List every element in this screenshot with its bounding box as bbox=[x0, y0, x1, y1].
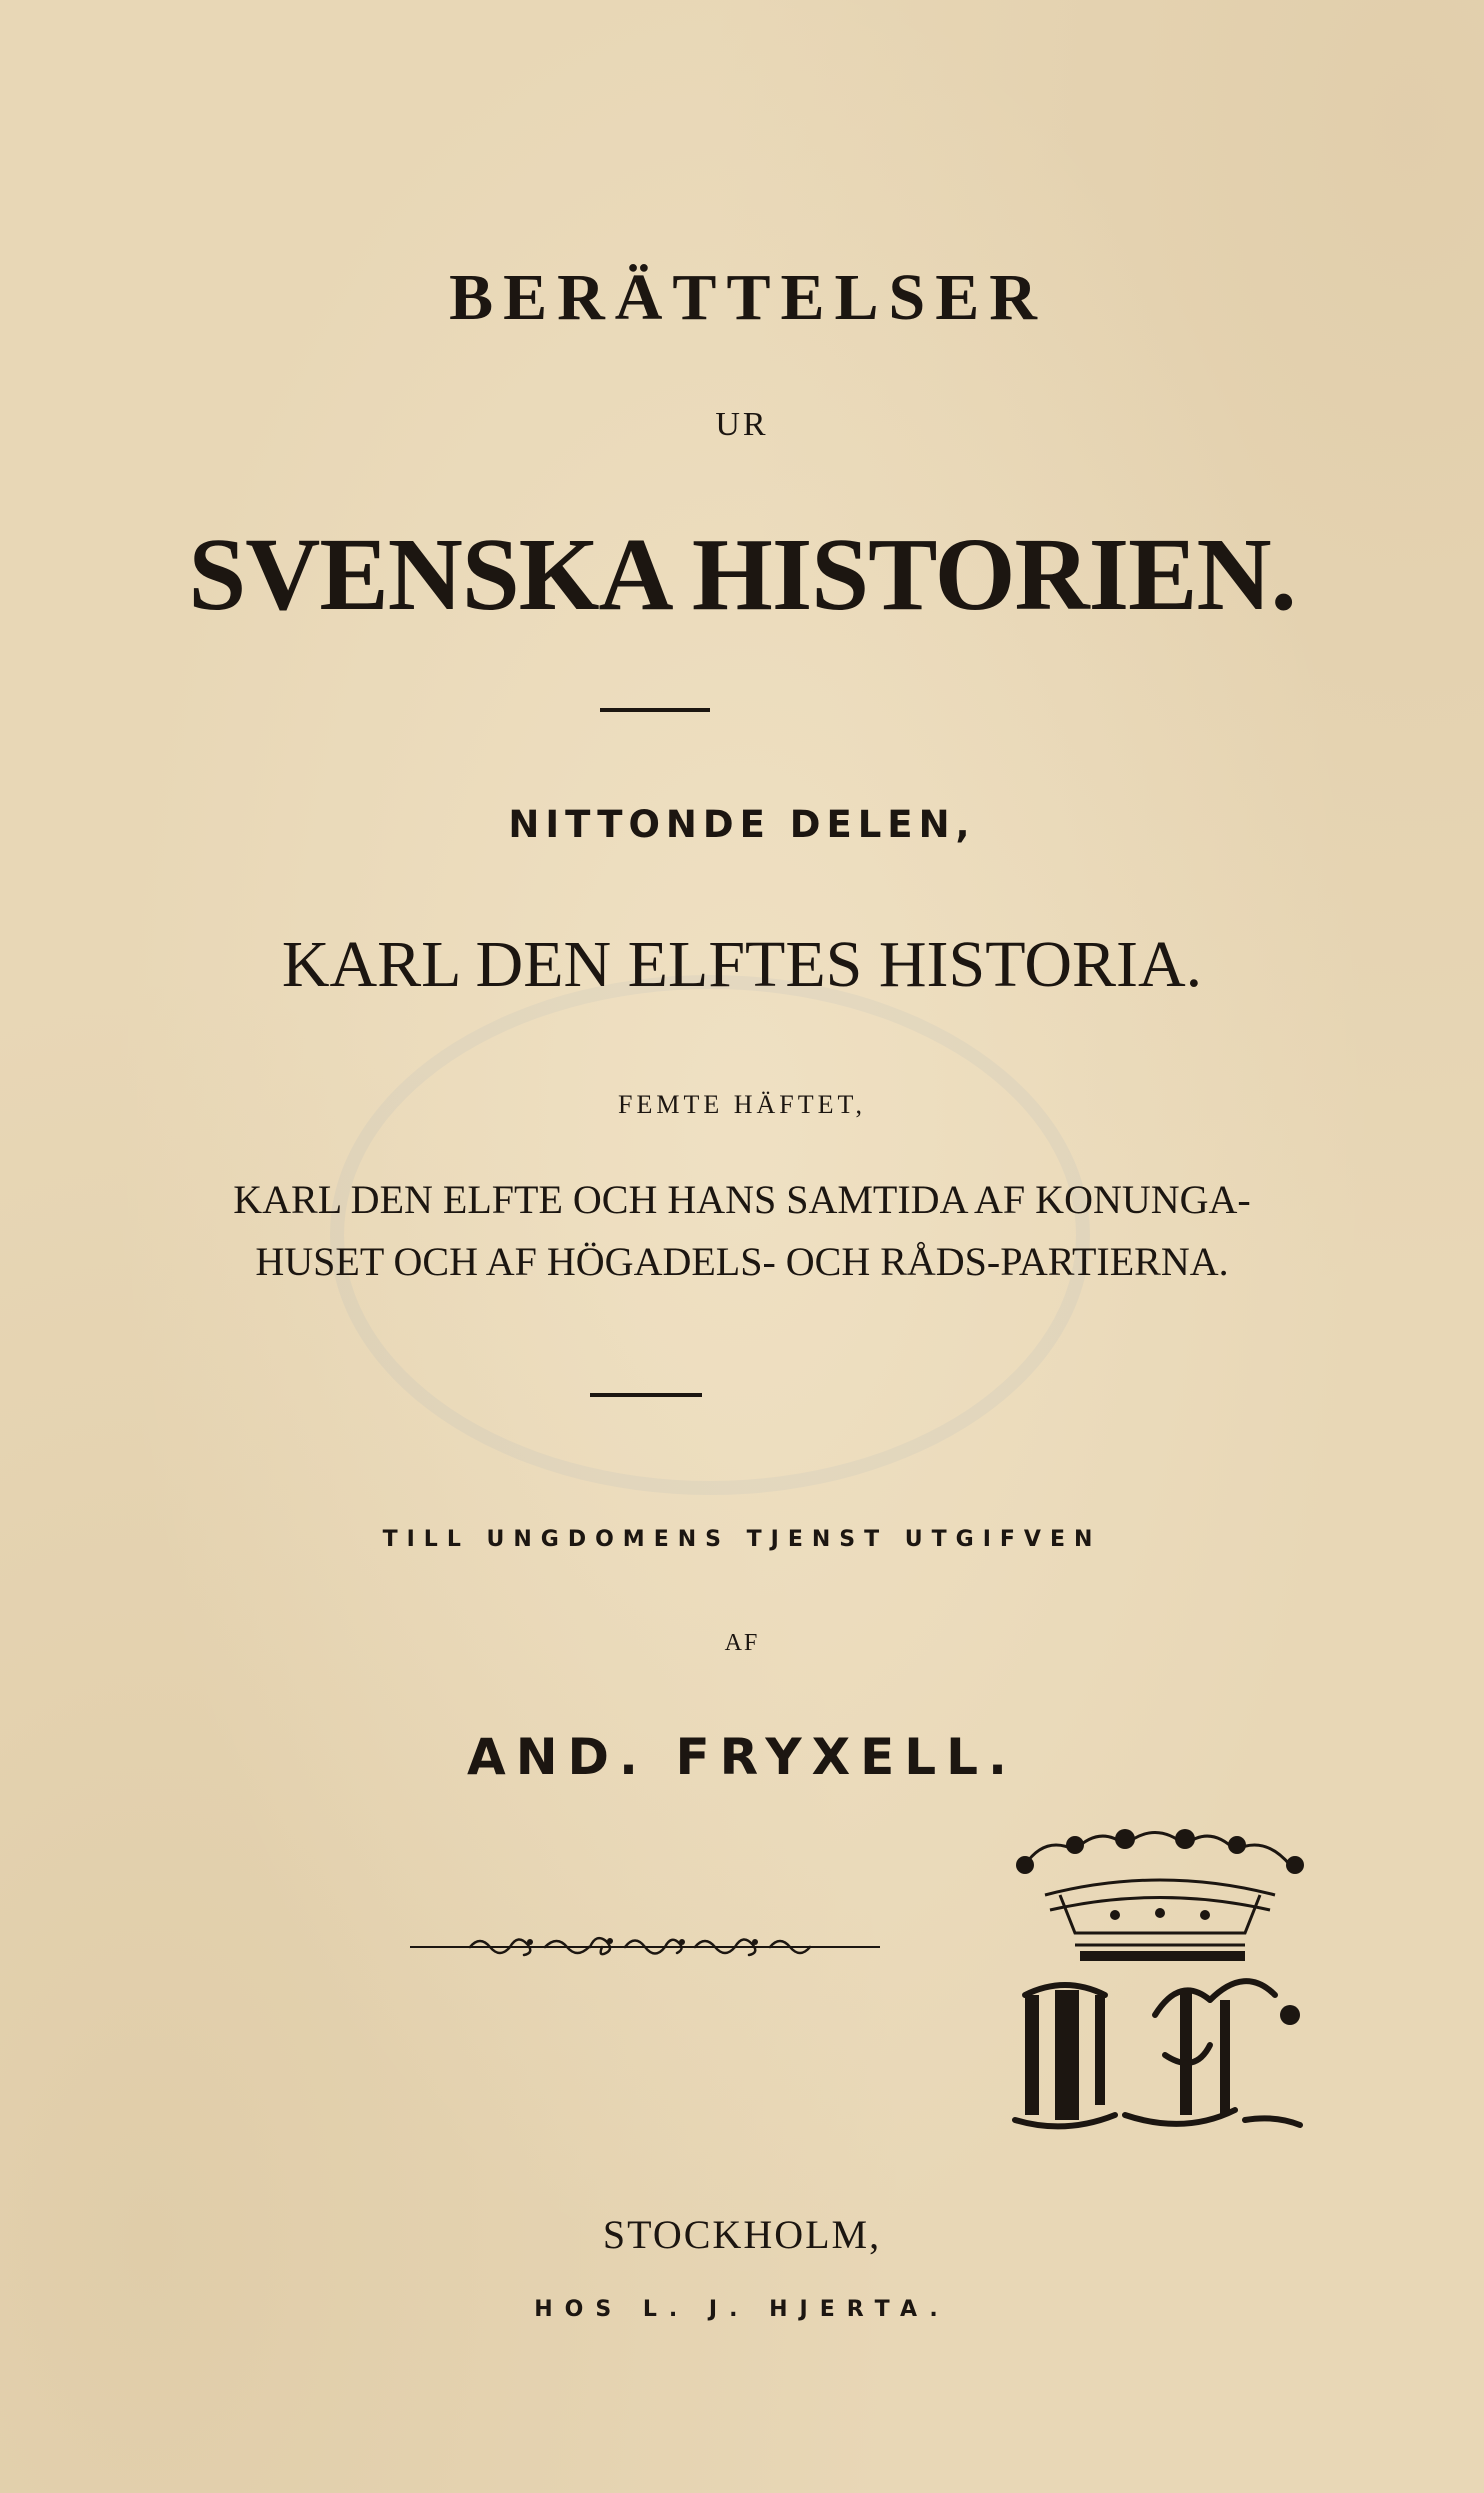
publisher: HOS L. J. HJERTA. bbox=[534, 2297, 950, 2322]
connector-word: UR bbox=[715, 406, 769, 443]
divider-rule bbox=[590, 1393, 702, 1397]
by-word: AF bbox=[724, 1630, 760, 1656]
main-title: SVENSKA HISTORIEN. bbox=[188, 517, 1296, 632]
divider-rule bbox=[600, 708, 710, 712]
booklet-number: FEMTE HÄFTET, bbox=[618, 1090, 866, 1119]
faded-library-stamp bbox=[330, 975, 1090, 1495]
subtitle-line-2: HUSET OCH AF HÖGADELS- OCH RÅDS-PARTIERNA. bbox=[255, 1239, 1229, 1284]
subtitle-line-1: KARL DEN ELFTE OCH HANS SAMTIDA AF KONUNGA- bbox=[233, 1177, 1251, 1222]
part-number: NITTONDE DELEN, bbox=[508, 803, 976, 846]
publication-city: STOCKHOLM, bbox=[602, 2212, 882, 2257]
dedication: TILL UNGDOMENS TJENST UTGIFVEN bbox=[382, 1527, 1102, 1552]
part-title: KARL DEN ELFTES HISTORIA. bbox=[281, 928, 1203, 1001]
heading: BERÄTTELSER bbox=[449, 261, 1047, 334]
crowned-monogram-icon bbox=[1005, 1815, 1315, 2145]
ornament-rule-icon bbox=[410, 1930, 880, 1960]
author-name: AND. FRYXELL. bbox=[467, 1728, 1017, 1786]
